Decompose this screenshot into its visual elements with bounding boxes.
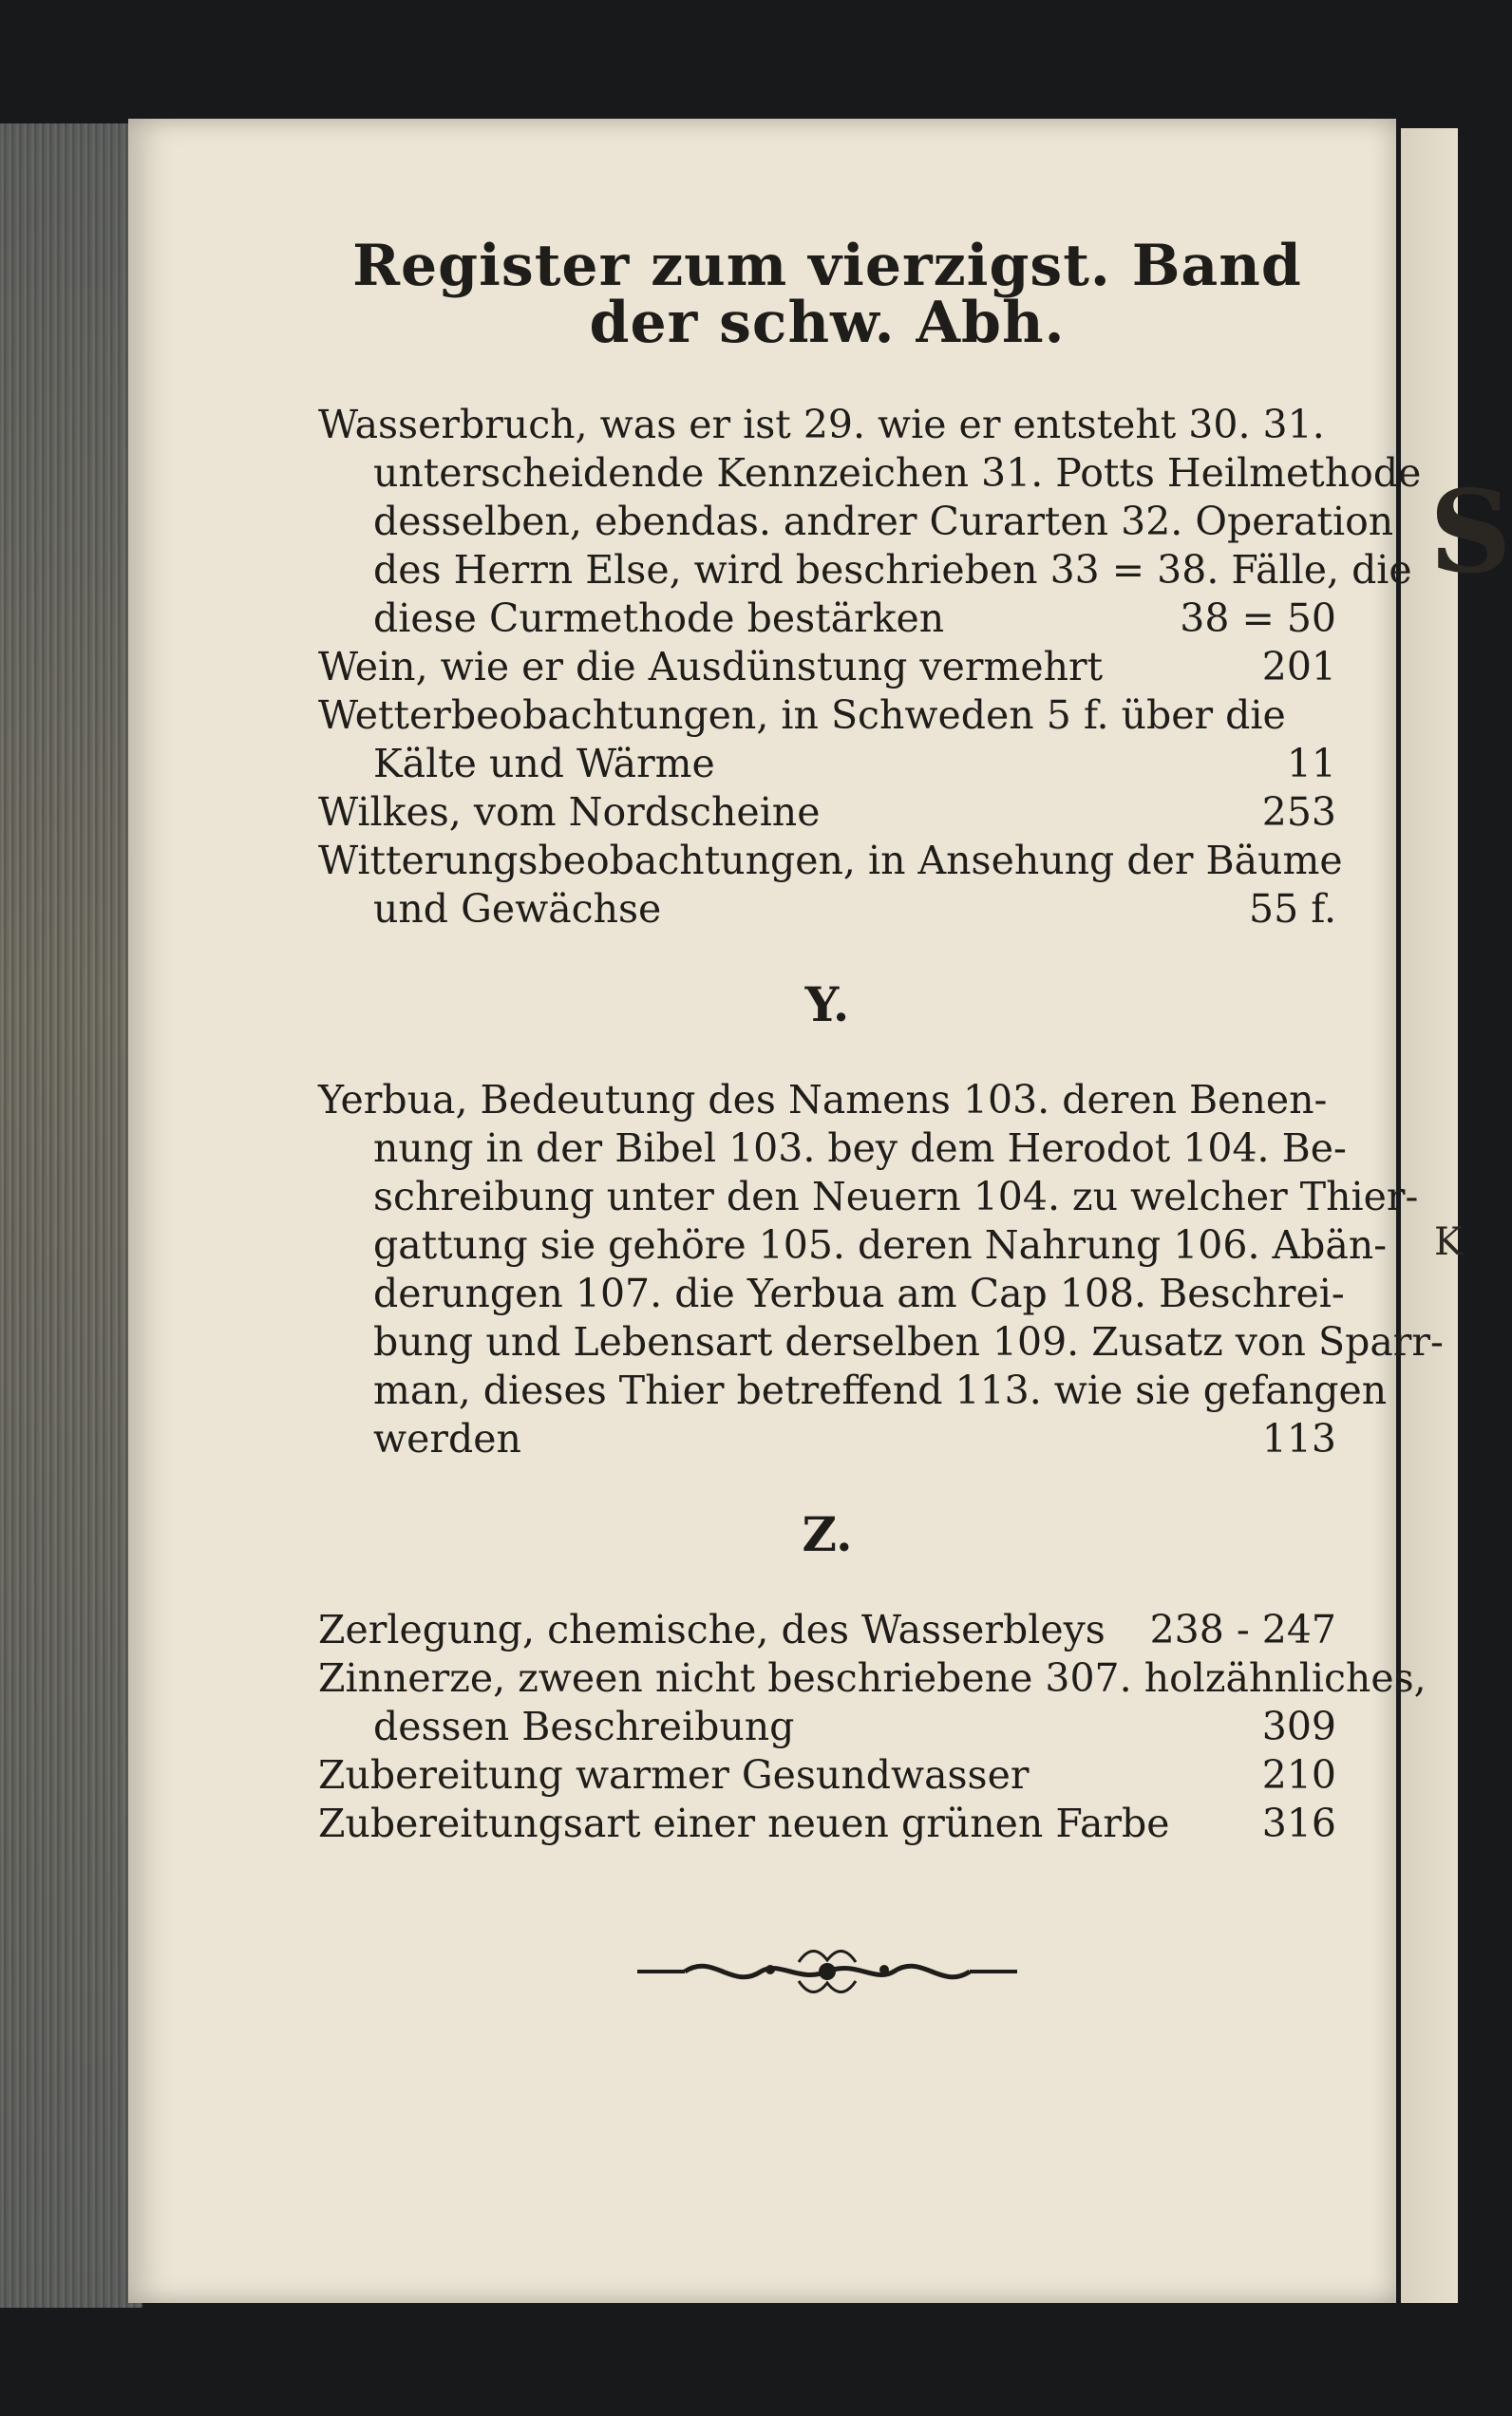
entry-line (318, 1751, 1336, 1800)
entry-text: desselben, ebendas. andrer Curarten 32. Operation (373, 499, 1394, 544)
entry-text: diese Curmethode bestärken (373, 595, 945, 641)
page-reference: 316 (1261, 1801, 1336, 1846)
register-entry (318, 1800, 1336, 1848)
entry-text: Wetterbeobachtungen, in Schweden 5 f. über die (318, 692, 1286, 738)
register-entry (318, 643, 1336, 691)
entry-text: man, dieses Thier betreffend 113. wie sie gefangen (373, 1368, 1388, 1413)
next-page-glyph: S (1429, 465, 1512, 599)
entry-line (318, 740, 1336, 788)
entry-line (318, 401, 1336, 449)
register-entry (318, 1654, 1427, 1751)
entry-line (318, 1606, 1336, 1654)
entry-line (318, 643, 1336, 691)
register-entry (318, 1606, 1336, 1654)
register-content (318, 233, 1444, 2000)
entry-text: Wilkes, vom Nordscheine (318, 789, 821, 835)
page-reference: 253 (1261, 789, 1336, 835)
entry-line (318, 788, 1336, 837)
entry-line (318, 1654, 1427, 1703)
entry-text: derungen 107. die Yerbua am Cap 108. Beschrei- (373, 1271, 1345, 1316)
register-entry (318, 788, 1336, 837)
entry-text: Zinnerze, zween nicht beschriebene 307. holzähnliches, (318, 1655, 1427, 1701)
page-reference: 201 (1261, 644, 1336, 689)
page-reference: 38 = 50 (1180, 595, 1336, 641)
page-reference: 11 (1286, 741, 1336, 786)
entry-line (318, 1270, 1345, 1318)
entry-text: unterscheidende Kennzeichen 31. Potts Heilmethode (373, 450, 1422, 496)
entry-line (318, 1367, 1388, 1415)
register-entry (318, 837, 1343, 934)
entry-line (318, 1415, 1336, 1463)
register-entry (318, 1076, 1444, 1463)
decorative-tailpiece-icon (628, 1943, 1027, 2000)
section-letter: Z. (802, 1506, 853, 1562)
entry-text: dessen Beschreibung (373, 1704, 795, 1749)
entry-line (318, 837, 1343, 885)
register-entry (318, 401, 1422, 643)
entry-line (318, 1076, 1336, 1124)
entry-text: Zubereitungsart einer neuen grünen Farbe (318, 1801, 1170, 1846)
entry-text: Wasserbruch, was er ist 29. wie er entsteht 30. 31. (318, 402, 1325, 447)
entry-text: Kälte und Wärme (373, 741, 715, 786)
entry-text: werden (373, 1416, 521, 1462)
entry-text: gattung sie gehöre 105. deren Nahrung 106. Abän- (373, 1222, 1388, 1268)
entry-text: Witterungsbeobachtungen, in Ansehung der Bäume (318, 838, 1343, 883)
page-reference: 238 - 247 (1149, 1607, 1336, 1652)
entry-line (318, 1703, 1336, 1751)
entry-text: schreibung unter den Neuern 104. zu welcher Thier- (373, 1174, 1419, 1219)
book-page-edges (0, 123, 142, 2308)
entry-text: Zerlegung, chemische, des Wasserbleys (318, 1607, 1106, 1652)
register-entry (318, 1751, 1336, 1800)
entry-line (318, 1318, 1444, 1367)
entry-text: bung und Lebensart derselben 109. Zusatz von Sparr- (373, 1319, 1444, 1365)
entry-line (318, 1221, 1388, 1270)
register-entry (318, 691, 1336, 788)
entry-text: nung in der Bibel 103. bey dem Herodot 104. Be- (373, 1125, 1347, 1171)
entry-text: Zubereitung warmer Gesundwasser (318, 1752, 1030, 1798)
entry-line (318, 885, 1336, 934)
page-reference: 210 (1261, 1752, 1336, 1798)
page-reference: 55 f. (1249, 886, 1336, 932)
ornament (318, 1943, 1336, 2000)
entry-line (318, 546, 1412, 595)
entry-line (318, 498, 1394, 546)
entry-text: Wein, wie er die Ausdünstung vermehrt (318, 644, 1104, 689)
entry-text: des Herrn Else, wird beschrieben 33 = 38. Fälle, die (373, 547, 1412, 593)
entry-line (318, 1124, 1347, 1173)
page-title: Register zum vierzigst. Band der schw. Abh. (352, 233, 1302, 356)
entry-text: und Gewächse (373, 886, 662, 932)
entry-text: Yerbua, Bedeutung des Namens 103. deren Benen- (318, 1077, 1328, 1123)
entry-line (318, 1800, 1336, 1848)
page-reference: 309 (1261, 1704, 1336, 1749)
next-page-glyph-small: K (1434, 1220, 1463, 1264)
entry-line (318, 449, 1422, 498)
entry-line (318, 1173, 1419, 1221)
entry-line (318, 595, 1336, 643)
section-letter: Y. (804, 976, 850, 1032)
register-sections (318, 401, 1444, 1848)
page-reference: 113 (1261, 1416, 1336, 1462)
entry-line (318, 691, 1336, 740)
